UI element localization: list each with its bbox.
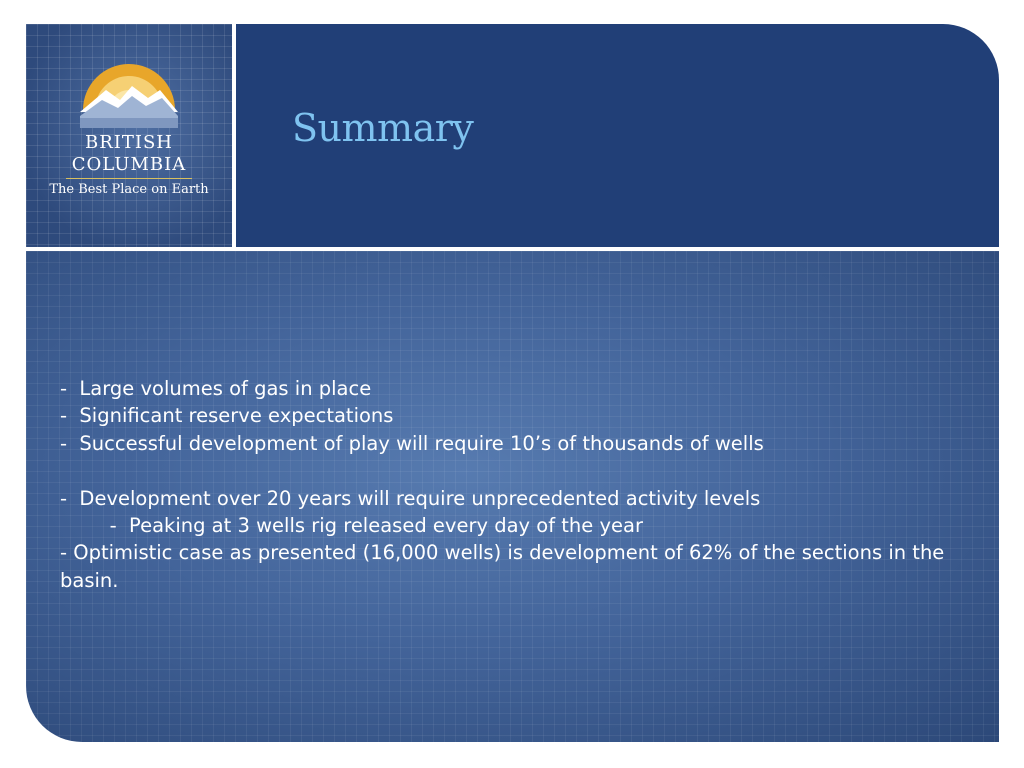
bullet-item: - Significant reserve expectations <box>60 404 394 428</box>
bullet-item: - Development over 20 years will require unprecedented activity levels <box>60 486 761 510</box>
bullet-item: - Successful development of play will require 10’s of thousands of wells <box>60 431 764 455</box>
bullet-item: - Optimistic case as presented (16,000 wells) is development of 62% of the sections in the basin. <box>60 541 945 592</box>
slide-title: Summary <box>292 106 474 150</box>
sunrise-mountains-logo-icon <box>76 60 182 132</box>
bullet-list <box>60 375 950 594</box>
logo-tagline: The Best Place on Earth <box>49 182 209 197</box>
sub-bullet-item: - Peaking at 3 wells rig released every day of the year <box>60 514 643 538</box>
bullet-spacer <box>60 457 950 484</box>
logo-divider <box>66 178 192 179</box>
logo-text-columbia: COLUMBIA <box>71 154 187 175</box>
logo-text-british: BRITISH <box>84 132 174 153</box>
bullet-item: - Large volumes of gas in place <box>60 377 372 400</box>
